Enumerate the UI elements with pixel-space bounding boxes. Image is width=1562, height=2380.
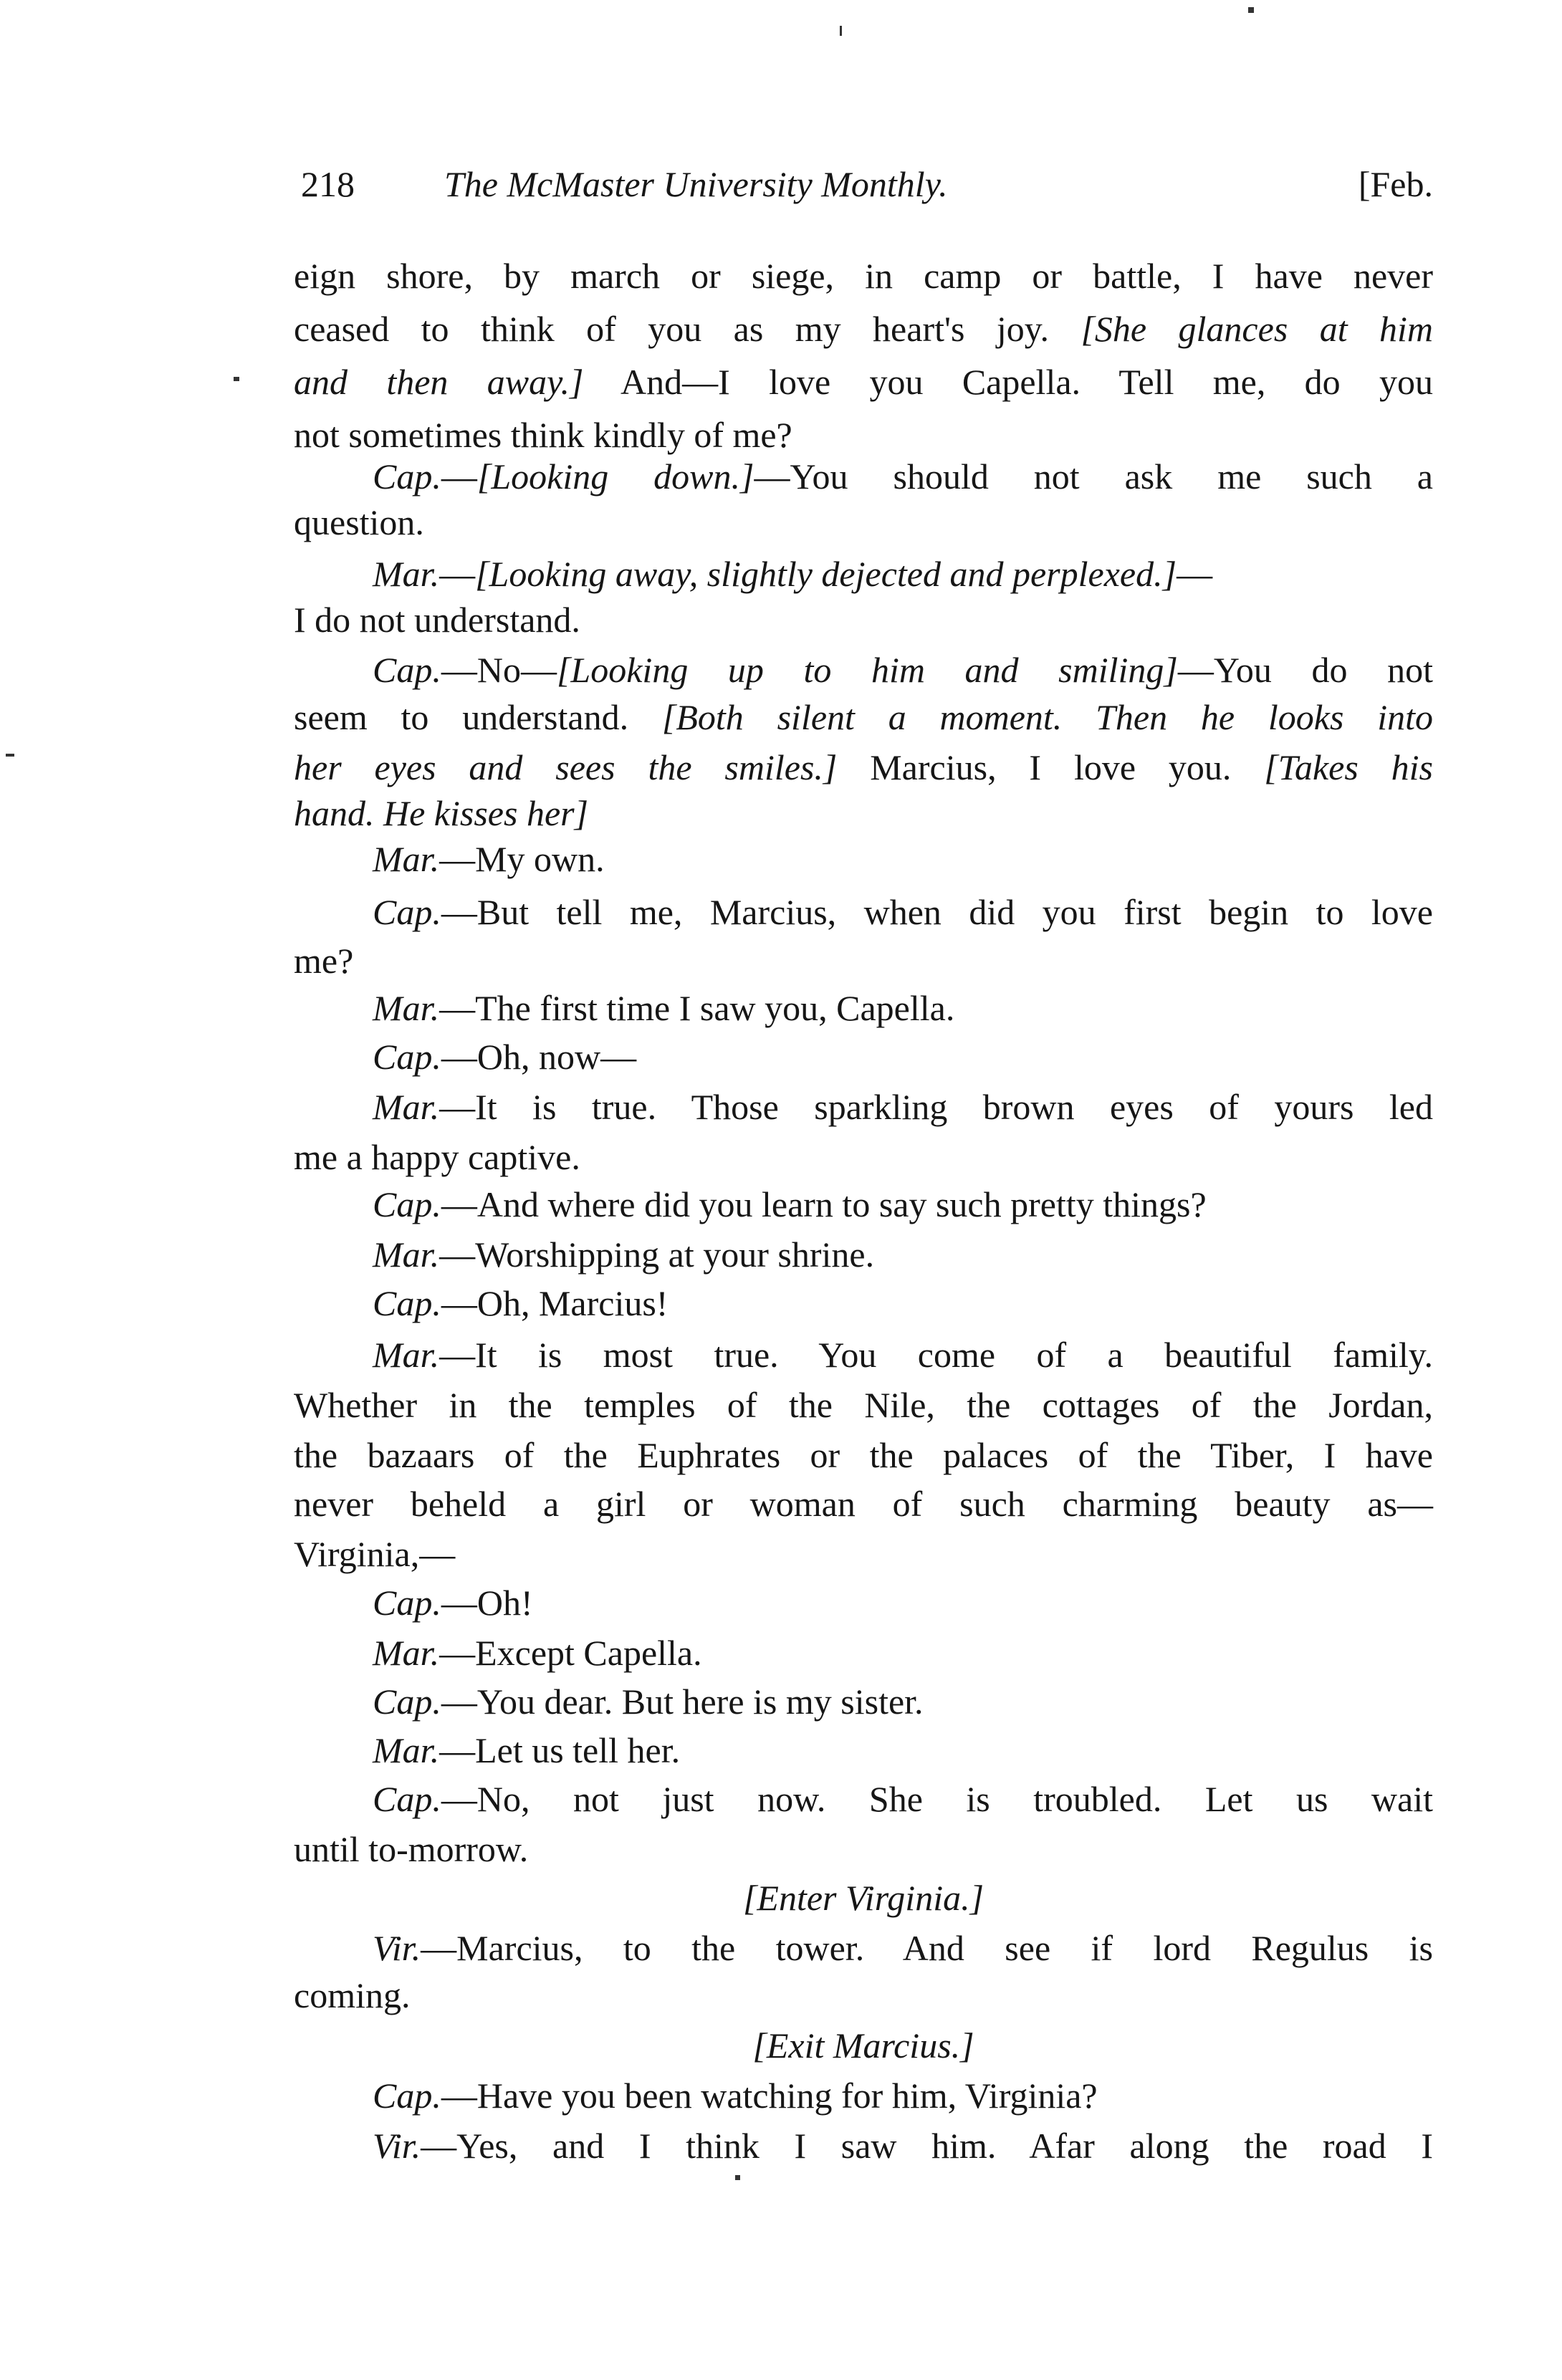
speech-line: Vir.—Marcius, to the tower. And see if lord Regulus is [373,1928,1433,1968]
text-line: ceased to think of you as my heart's joy. [She glances at him [294,309,1434,349]
text-line: seem to understand. [Both silent a moment. Then he looks into [294,697,1433,737]
text-line: me a happy captive. [294,1137,580,1177]
speech-line: Cap.—Oh! [373,1583,533,1623]
journal-title: The McMaster University Monthly. [444,164,948,204]
speech-line: Cap.—No—[Looking up to him and smiling]—You do not [373,650,1433,690]
text-line: never beheld a girl or woman of such charming beauty as— [294,1484,1433,1524]
speech-line: Mar.—Let us tell her. [373,1730,681,1770]
speech-line: Mar.—Except Capella. [373,1633,702,1673]
ink-speck-left-margin [234,377,239,381]
text-line: eign shore, by march or siege, in camp or battle, I have never [294,256,1433,296]
ink-speck-left-margin-2 [6,754,14,757]
stage-direction: [Exit Marcius.] [752,2025,974,2065]
ink-speck-bottom [735,2175,740,2180]
speech-line: Cap.—Oh, Marcius! [373,1283,669,1323]
text-line: I do not understand. [294,600,580,640]
page-number: 218 [301,164,355,204]
text-line: not sometimes think kindly of me? [294,415,792,455]
text-line: me? [294,941,354,981]
ink-speck-top-mid [840,26,842,36]
speech-line: Mar.—[Looking away, slightly dejected and perplexed.]— [373,554,1213,594]
text-line: Virginia,— [294,1534,456,1574]
text-line: the bazaars of the Euphrates or the palaces of the Tiber, I have [294,1435,1433,1475]
text-line: her eyes and sees the smiles.] Marcius, I love you. [Takes his [294,747,1434,787]
speech-line: Mar.—My own. [373,839,605,879]
ink-speck-top [1248,7,1254,13]
speech-line: Cap.—Have you been watching for him, Virginia? [373,2076,1098,2116]
speech-line: Cap.—And where did you learn to say such pretty things? [373,1184,1207,1224]
stage-direction: [Enter Virginia.] [742,1878,984,1918]
text-line: hand. He kisses her] [294,793,589,833]
speech-line: Mar.—The first time I saw you, Capella. [373,988,955,1028]
speech-line: Cap.—Oh, now— [373,1037,637,1077]
running-header [301,163,1433,213]
text-line: question. [294,502,424,542]
speech-line: Mar.—Worshipping at your shrine. [373,1234,875,1275]
speech-line: Cap.—You dear. But here is my sister. [373,1681,924,1722]
text-line: Whether in the temples of the Nile, the cottages of the Jordan, [294,1385,1433,1425]
text-line: and then away.] And—I love you Capella. Tell me, do you [294,362,1433,402]
speech-line: Cap.—But tell me, Marcius, when did you first begin to love [373,892,1433,932]
text-line: coming. [294,1975,411,2015]
speech-line: Vir.—Yes, and I think I saw him. Afar along the road I [373,2126,1433,2166]
speech-line: Cap.—No, not just now. She is troubled. Let us wait [373,1779,1433,1819]
text-line: until to-morrow. [294,1829,529,1869]
issue-month: [Feb. [1358,164,1433,204]
speech-line: Mar.—It is true. Those sparkling brown eyes of yours led [373,1087,1433,1127]
speech-line: Mar.—It is most true. You come of a beautiful family. [373,1335,1433,1375]
speech-line: Cap.—[Looking down.]—You should not ask me such a [373,456,1433,496]
